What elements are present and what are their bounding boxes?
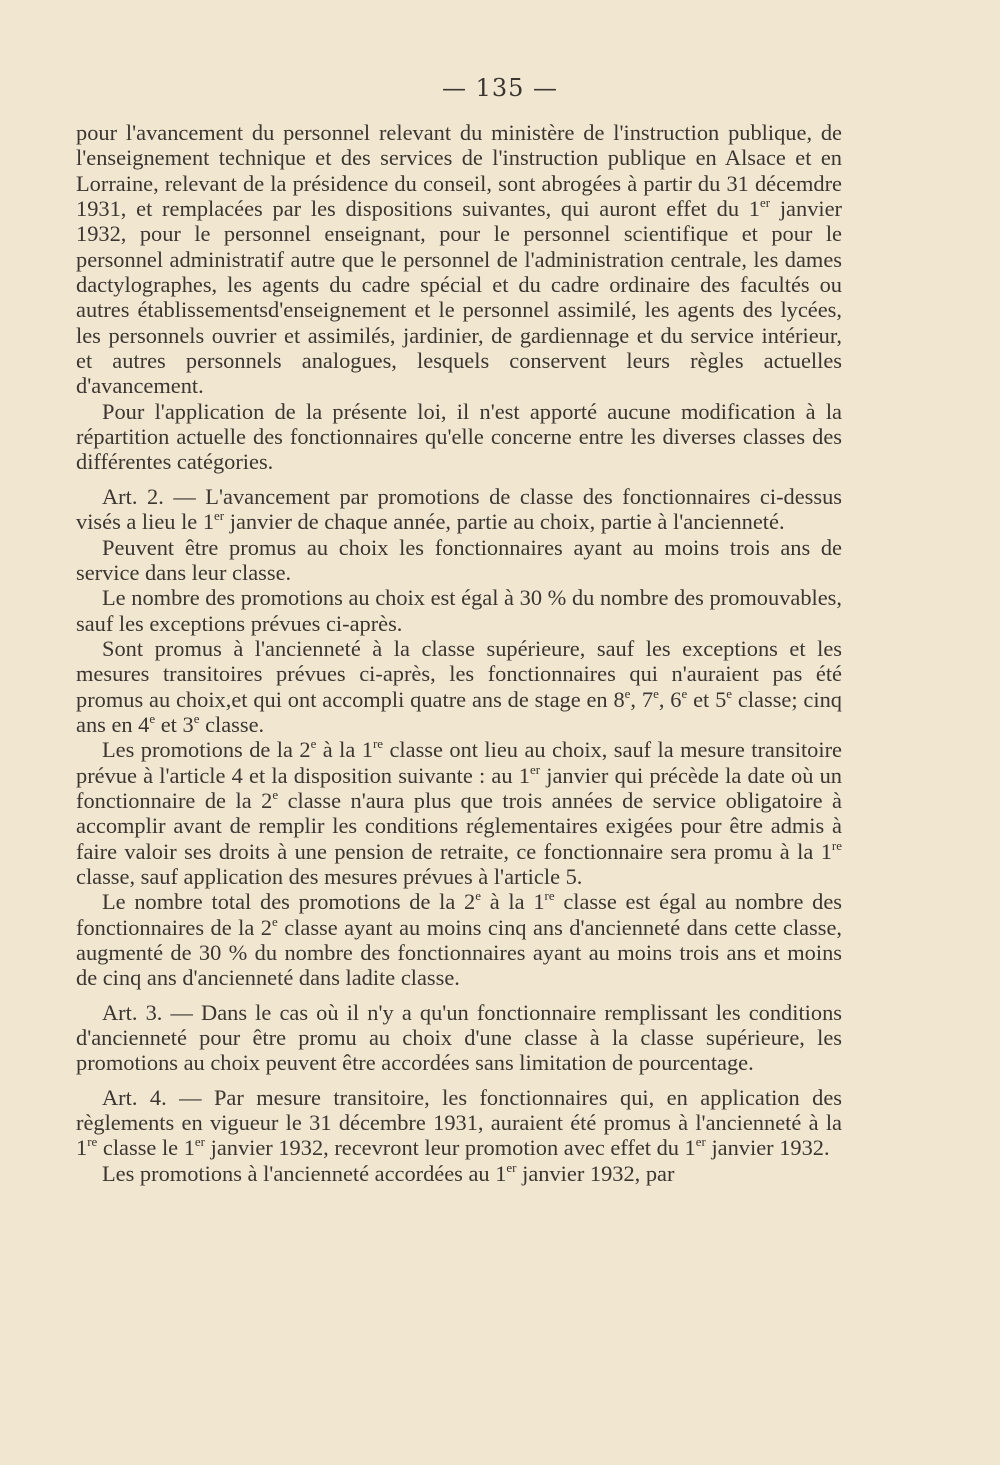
article-4: Art. 4. — Par mesure transitoire, les fonctionnaires qui, en application des règlements en vigueur le 31 décembre 1931, auraient été promus à l'ancienneté à la 1re classe le 1er janvier 1932, recevront leur promotion avec effet du 1er janvier 1932.	[76, 1084, 842, 1161]
article-2: Art. 2. — L'avancement par promotions de classe des fonctionnaires ci-dessus visés a lieu le 1er janvier de chaque année, partie au choix, partie à l'ancienneté.	[76, 483, 842, 535]
paragraph-promotions-2e-1re: Les promotions de la 2e à la 1re classe ont lieu au choix, sauf la mesure transitoire prévue à l'article 4 et la disposition suivante : au 1er janvier qui précède la date où un fonctionnaire de la 2e classe n'aura plus que trois années de service obligatoire à accomplir avant de remplir les conditions réglementaires exigées pour être admis à faire valoir ses droits à une pension de retraite, ce fonctionnaire sera promu à la 1re classe, sauf application des mesures prévues à l'article 5.	[76, 736, 842, 889]
page-number: — 135 —	[441, 74, 559, 102]
paragraph-anciennete: Sont promus à l'ancienneté à la classe supérieure, sauf les exceptions et les mesures transitoires prévues ci-après, les fonctionnaires qui n'auraient pas été promus au choix,et qui ont accompli quatre ans de stage en 8e, 7e, 6e et 5e classe; cinq ans en 4e et 3e classe.	[76, 635, 842, 737]
paragraph-nombre-promotions: Le nombre des promotions au choix est égal à 30 % du nombre des promouvables, sauf les exceptions prévues ci-après.	[76, 585, 842, 636]
paragraph-nombre-total: Le nombre total des promotions de la 2e à la 1re classe est égal au nombre des fonctionnaires de la 2e classe ayant au moins cinq ans d'ancienneté dans cette classe, augmenté de 30 % du nombre des fonctionnaires ayant au moins trois ans et moins de cinq ans d'ancienneté dans ladite classe.	[76, 888, 842, 991]
paragraph-promus-choix: Peuvent être promus au choix les fonctionnaires ayant au moins trois ans de service dans leur classe.	[76, 534, 842, 585]
paragraph-promotions-anciennete: Les promotions à l'ancienneté accordées au 1er janvier 1932, par	[102, 1159, 675, 1186]
paragraph-continuation: pour l'avancement du personnel relevant du ministère de l'instruction publique, de l'enseignement technique et des services de l'instruction publique en Alsace et en Lorraine, relevant de la présidence du conseil, sont abrogées à partir du 31 décemdre 1931, et remplacées par les dispositions suivantes, qui auront effet du 1er janvier 1932, pour le personnel enseignant, pour le personnel scientifique et pour le personnel administratif autre que le personnel de l'administration centrale, les dames dactylographes, les agents du cadre spécial et du cadre ordinaire des facultés ou autres établissementsd'enseignement et le personnel assimilé, les agents des lycées, les personnels ouvrier et assimilés, jardinier, de gardiennage et du service intérieur, et autres personnels analogues, lesquels conservent leurs règles actuelles d'avancement.	[76, 120, 843, 399]
article-label: Art. 2.	[102, 483, 164, 509]
article-label: Art. 3.	[102, 999, 163, 1025]
document-body	[76, 120, 842, 1186]
paragraph-application: Pour l'application de la présente loi, il n'est apporté aucune modification à la répartition actuelle des fonctionnaires qu'elle concerne entre les diverses classes des différentes catégories.	[76, 398, 842, 475]
article-label: Art. 4.	[102, 1084, 167, 1110]
article-3: Art. 3. — Dans le cas où il n'y a qu'un fonctionnaire remplissant les conditions d'ancienneté pour être promu au choix d'une classe à la classe supérieure, les promotions au choix peuvent être accordées sans limitation de pourcentage.	[76, 999, 842, 1076]
